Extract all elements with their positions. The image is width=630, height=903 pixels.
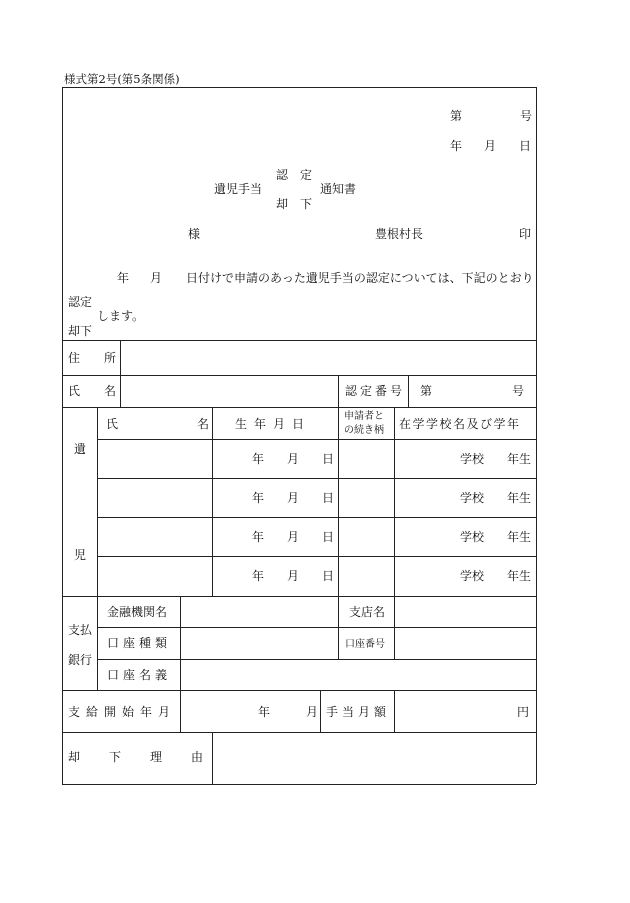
- row-day: 日: [322, 569, 335, 583]
- payment-start-month: 月: [306, 705, 319, 719]
- col-school: 在学学校名及び学年: [399, 417, 521, 431]
- row-month: 月: [287, 491, 300, 505]
- row-day: 日: [322, 491, 335, 505]
- row-school: 学校: [460, 569, 485, 583]
- addressee-sama: 様: [188, 227, 201, 241]
- col-name-1: 氏: [106, 417, 119, 431]
- title-main: 遺児手当: [214, 182, 263, 196]
- row-grade: 年生: [507, 452, 532, 466]
- label-branch: 支店名: [349, 605, 386, 619]
- col-birthdate: 生年月日: [235, 417, 312, 431]
- row-year: 年: [252, 491, 265, 505]
- date-month: 月: [484, 139, 497, 153]
- seal-mark: 印: [519, 227, 532, 241]
- amount-yen: 円: [517, 705, 530, 719]
- payment-start-year: 年: [258, 705, 271, 719]
- label-bank-1: 支払: [68, 623, 93, 637]
- body-text: 日付けで申請のあった遺児手当の認定については、下記のとおり: [186, 271, 534, 285]
- label-institution: 金融機関名: [107, 605, 168, 619]
- label-address-2: 所: [104, 351, 117, 365]
- label-payment-start: 支給開始年月: [68, 705, 177, 719]
- body-month: 月: [150, 271, 163, 285]
- row-month: 月: [287, 530, 300, 544]
- cert-number-suffix: 号: [512, 384, 525, 398]
- title-kyakka: 却 下: [276, 197, 313, 211]
- label-name-2: 名: [104, 384, 117, 398]
- label-cert-number: 認定番号: [345, 384, 406, 398]
- label-bank-2: 銀行: [68, 653, 93, 667]
- title-tsuchisho: 通知書: [320, 182, 357, 196]
- label-orphan-2: 児: [74, 548, 87, 562]
- row-day: 日: [322, 530, 335, 544]
- label-account-type: 口座種類: [107, 636, 172, 650]
- issuer-mayor: 豊根村長: [375, 227, 424, 241]
- row-school: 学校: [460, 491, 485, 505]
- body-kyakka: 却下: [68, 324, 93, 338]
- body-year: 年: [117, 271, 130, 285]
- label-account-holder: 口座名義: [107, 668, 172, 682]
- row-school: 学校: [460, 530, 485, 544]
- body-nintei: 認定: [68, 295, 93, 309]
- row-grade: 年生: [507, 491, 532, 505]
- label-orphan-1: 遺: [74, 442, 87, 456]
- title-nintei: 認 定: [276, 168, 313, 182]
- number-prefix: 第: [450, 109, 463, 123]
- row-year: 年: [252, 530, 265, 544]
- col-relation-2: の続き柄: [344, 425, 384, 436]
- label-monthly-amount: 手当月額: [326, 705, 391, 719]
- date-day: 日: [519, 139, 532, 153]
- col-name-2: 名: [197, 417, 210, 431]
- row-grade: 年生: [507, 569, 532, 583]
- row-month: 月: [287, 569, 300, 583]
- row-grade: 年生: [507, 530, 532, 544]
- body-shimasu: します。: [97, 309, 145, 323]
- row-year: 年: [252, 452, 265, 466]
- label-name-1: 氏: [68, 384, 81, 398]
- label-account-number: 口座番号: [345, 639, 385, 650]
- label-address-1: 住: [68, 351, 81, 365]
- cert-number-prefix: 第: [420, 384, 433, 398]
- form-label: 様式第2号(第5条関係): [64, 72, 180, 86]
- date-year: 年: [450, 139, 463, 153]
- row-month: 月: [287, 452, 300, 466]
- row-year: 年: [252, 569, 265, 583]
- row-school: 学校: [460, 452, 485, 466]
- label-rejection-reason: 却下理由: [68, 750, 233, 764]
- col-relation-1: 申請者と: [344, 411, 384, 422]
- number-suffix: 号: [520, 109, 533, 123]
- row-day: 日: [322, 452, 335, 466]
